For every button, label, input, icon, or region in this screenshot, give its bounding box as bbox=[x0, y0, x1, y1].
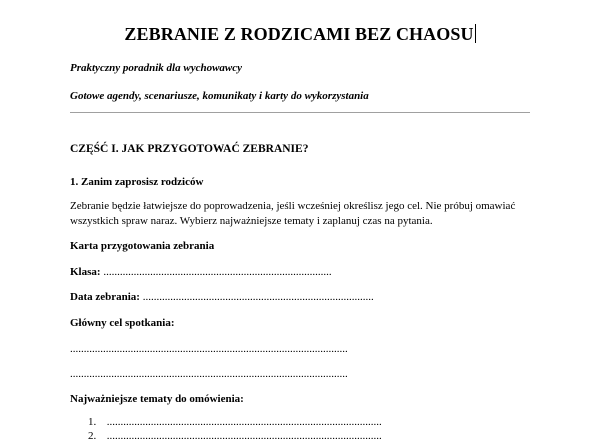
subsection-heading: 1. Zanim zaprosisz rodziców bbox=[70, 176, 204, 188]
document-title[interactable] bbox=[0, 24, 600, 45]
subtitle-guide: Praktyczny poradnik dla wychowawcy bbox=[70, 62, 243, 74]
paragraph-line: wszystkich spraw naraz. Wybierz najważniejsze tematy i zaplanuj czas na pytania. bbox=[70, 215, 433, 227]
goal-blank-line[interactable]: ..................................................................................................... bbox=[70, 343, 348, 355]
goal-blank-line[interactable]: ..................................................................................................... bbox=[70, 368, 348, 380]
text-cursor bbox=[475, 24, 476, 43]
field-date-label: Data zebrania: bbox=[70, 291, 140, 303]
topic-number: 1. bbox=[88, 416, 97, 428]
card-heading: Karta przygotowania zebrania bbox=[70, 240, 215, 252]
paragraph-line: Zebranie będzie łatwiejsze do poprowadzenia, jeśli wcześniej określisz jego cel. Nie próbuj omawiać bbox=[70, 200, 516, 212]
section-heading: CZĘŚĆ I. JAK PRZYGOTOWAĆ ZEBRANIE? bbox=[70, 143, 309, 155]
field-date bbox=[70, 291, 374, 303]
document-title-text: ZEBRANIE Z RODZICAMI BEZ CHAOSU bbox=[124, 24, 474, 44]
topic-number: 2. bbox=[88, 430, 97, 442]
topic-list-item bbox=[88, 416, 382, 428]
field-goal-label: Główny cel spotkania: bbox=[70, 317, 175, 329]
subtitle-contents: Gotowe agendy, scenariusze, komunikaty i karty do wykorzystania bbox=[70, 90, 369, 102]
field-class bbox=[70, 266, 332, 278]
body-paragraph bbox=[70, 199, 535, 229]
topic-list-item bbox=[88, 430, 382, 442]
field-class-blank[interactable]: ................................................................................... bbox=[103, 266, 332, 278]
topic-blank[interactable]: .................................................................................................... bbox=[106, 430, 382, 442]
topic-blank[interactable]: .................................................................................................... bbox=[106, 416, 382, 428]
topics-heading: Najważniejsze tematy do omówienia: bbox=[70, 393, 244, 405]
field-goal bbox=[70, 317, 175, 329]
field-date-blank[interactable]: .................................................................................... bbox=[142, 291, 374, 303]
horizontal-divider bbox=[70, 112, 530, 113]
field-class-label: Klasa: bbox=[70, 266, 101, 278]
